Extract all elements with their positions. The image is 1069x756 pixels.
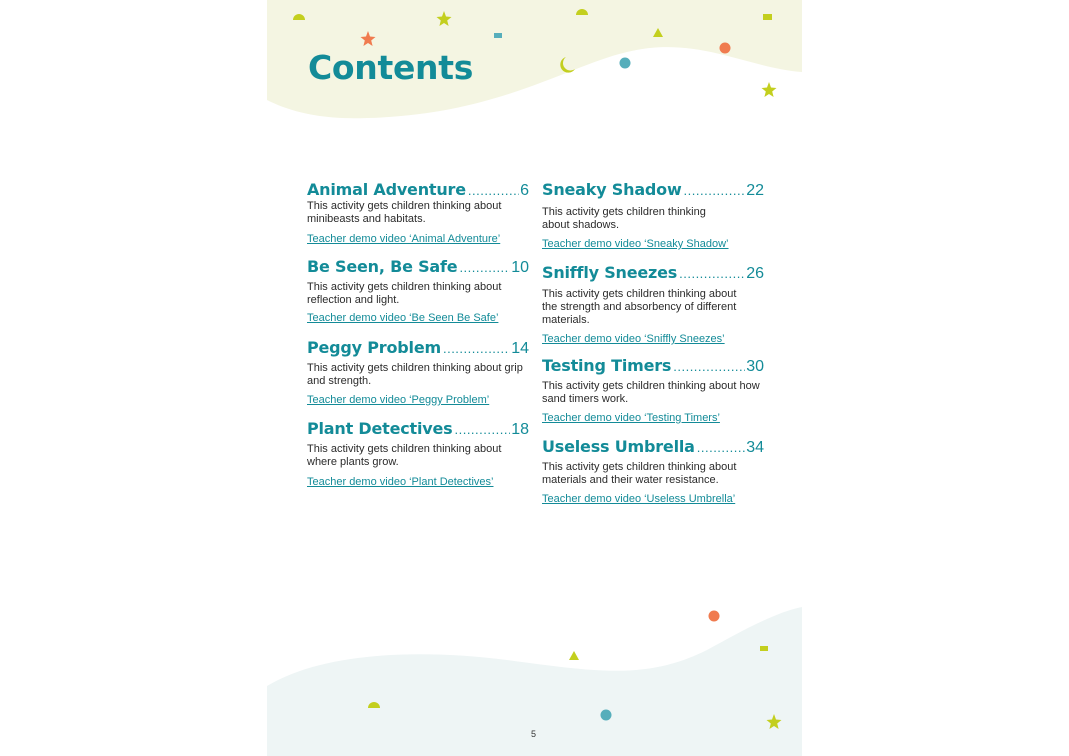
toc-entry-description: This activity gets children thinking about where plants grow.	[307, 443, 502, 468]
toc-entry	[307, 419, 529, 488]
teacher-demo-video-link[interactable]: Teacher demo video ‘Peggy Problem’	[307, 394, 490, 406]
flag-icon	[760, 646, 768, 651]
toc-page-number: 30	[746, 358, 764, 375]
toc-entry-description: This activity gets children thinking about the strength and absorbency of different materials.	[542, 288, 737, 326]
dot-leader	[468, 183, 519, 198]
circle-icon	[620, 58, 631, 69]
toc-page-number: 14	[511, 340, 529, 357]
toc-entry-heading	[307, 419, 529, 439]
circle-icon	[720, 43, 731, 54]
page-number: 5	[531, 729, 537, 739]
teacher-demo-video-link[interactable]: Teacher demo video ‘Useless Umbrella’	[542, 493, 736, 505]
dot-leader	[684, 183, 746, 198]
toc-entry	[307, 338, 529, 406]
circle-icon	[709, 611, 720, 622]
teacher-demo-video-link[interactable]: Teacher demo video ‘Testing Timers’	[542, 412, 720, 424]
toc-entry-title: Animal Adventure	[307, 180, 466, 199]
toc-entry	[307, 180, 529, 245]
toc-entry-description: This activity gets children thinking about reflection and light.	[307, 281, 502, 306]
teacher-demo-video-link[interactable]: Teacher demo video ‘Sneaky Shadow’	[542, 238, 729, 250]
page-title: Contents	[308, 48, 474, 87]
toc-entry-heading	[542, 263, 764, 283]
toc-entry-heading	[542, 437, 764, 457]
star-icon	[762, 82, 777, 97]
dot-leader	[697, 440, 745, 455]
toc-entry	[542, 437, 764, 505]
toc-entry-title: Be Seen, Be Safe	[307, 257, 458, 276]
dot-leader	[679, 266, 745, 281]
toc-entry-title: Testing Timers	[542, 356, 672, 375]
toc-entry	[542, 356, 764, 424]
toc-entry	[542, 263, 764, 345]
dot-leader	[454, 422, 510, 437]
toc-page-number: 26	[746, 265, 764, 282]
toc-entry-description: This activity gets children thinking about how sand timers work.	[542, 380, 760, 405]
triangle-icon	[569, 651, 579, 660]
toc-entry-title: Plant Detectives	[307, 419, 453, 438]
toc-entry-heading	[307, 257, 529, 277]
toc-entry-description: This activity gets children thinking about materials and their water resistance.	[542, 461, 737, 486]
toc-page-number: 18	[511, 421, 529, 438]
flag-icon	[494, 33, 502, 38]
dot-leader	[673, 359, 745, 374]
toc-entry-title: Peggy Problem	[307, 338, 441, 357]
toc-page-number: 22	[746, 182, 764, 199]
toc-page-number: 6	[520, 182, 529, 199]
teacher-demo-video-link[interactable]: Teacher demo video ‘Animal Adventure’	[307, 233, 501, 245]
moon-icon	[693, 89, 703, 100]
dot-leader	[459, 260, 510, 275]
toc-entry	[542, 180, 764, 250]
toc-entry	[307, 257, 529, 324]
toc-entry-heading	[307, 180, 529, 200]
toc-entry-heading	[542, 356, 764, 376]
flag-icon	[763, 14, 772, 20]
toc-entry-description: This activity gets children thinking about grip and strength.	[307, 362, 523, 387]
toc-entry-title: Useless Umbrella	[542, 437, 695, 456]
dot-leader	[443, 341, 510, 356]
toc-entry-heading	[542, 180, 764, 200]
toc-entry-title: Sneaky Shadow	[542, 180, 682, 199]
teacher-demo-video-link[interactable]: Teacher demo video ‘Be Seen Be Safe’	[307, 312, 499, 324]
teacher-demo-video-link[interactable]: Teacher demo video ‘Sniffly Sneezes’	[542, 333, 725, 345]
toc-page-number: 10	[511, 259, 529, 276]
toc-entry-heading	[307, 338, 529, 358]
toc-page-number: 34	[746, 439, 764, 456]
toc-entry-description: This activity gets children thinking about shadows.	[542, 206, 706, 231]
circle-icon	[601, 710, 612, 721]
toc-entry-title: Sniffly Sneezes	[542, 263, 678, 282]
teacher-demo-video-link[interactable]: Teacher demo video ‘Plant Detectives’	[307, 476, 494, 488]
document-page	[267, 0, 802, 756]
toc-entry-description: This activity gets children thinking about minibeasts and habitats.	[307, 200, 502, 225]
